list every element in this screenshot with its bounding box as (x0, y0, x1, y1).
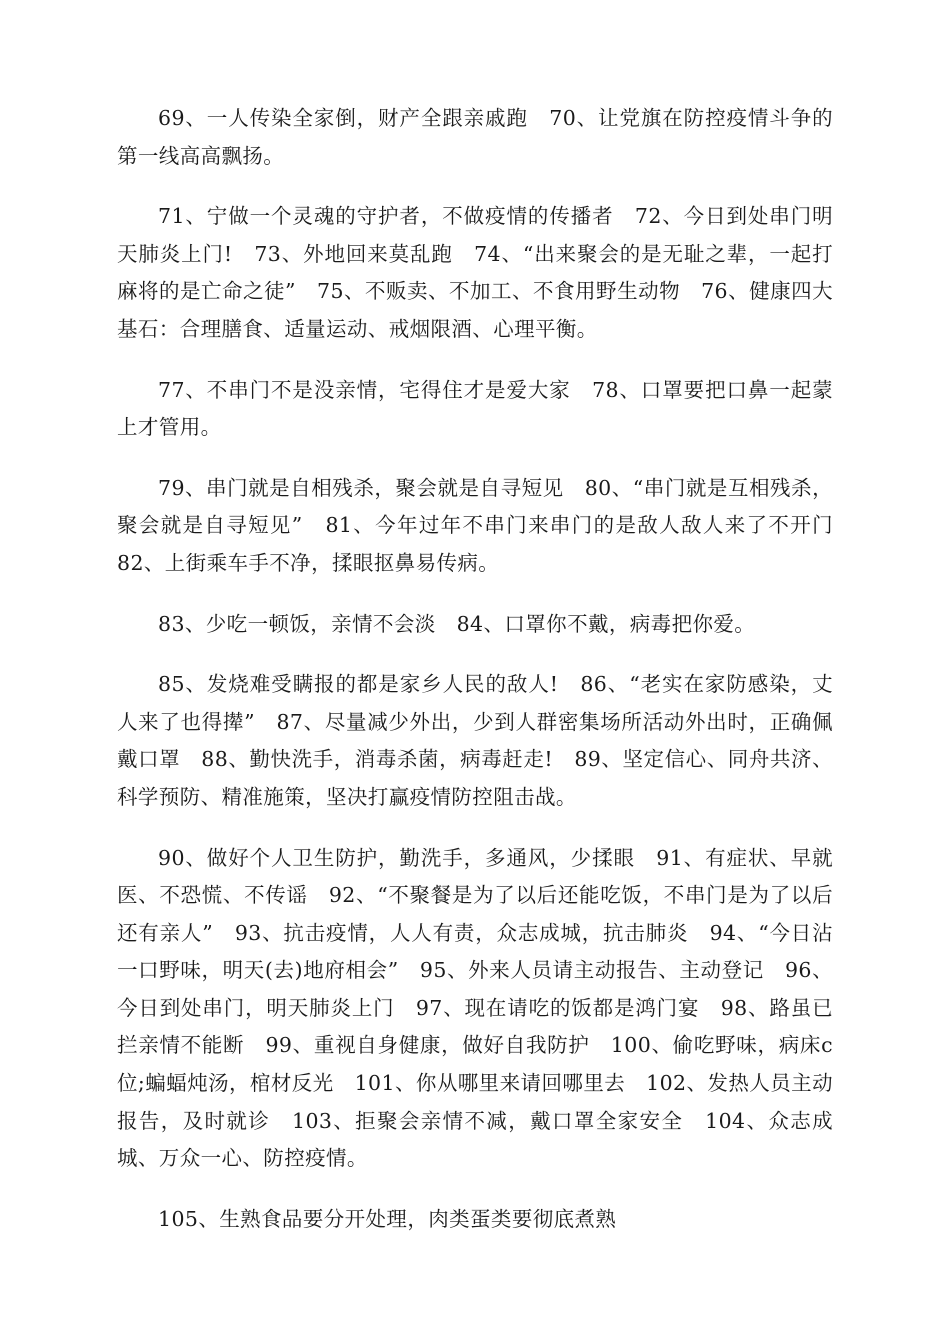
paragraph: 85、发烧难受瞒报的都是家乡人民的敌人! 86、“老实在家防感染，丈人来了也得撵” 87、尽量减少外出，少到人群密集场所活动外出时，正确佩戴口罩 88、勤快洗手，消毒杀菌，病毒赶走! 89、坚定信心、同舟共济、科学预防、精准施策，坚决打赢疫情防控阻击战。 (117, 672, 833, 809)
paragraph: 79、串门就是自相残杀，聚会就是自寻短见 80、“串门就是互相残杀，聚会就是自寻短见” 81、今年过年不串门来串门的是敌人敌人来了不开门 82、上街乘车手不净，揉眼抠鼻易传病。 (117, 475, 854, 575)
paragraph: 83、少吃一顿饭，亲情不会淡 84、口罩你不戴，病毒把你爱。 (158, 611, 756, 636)
paragraph: 69、一人传染全家倒，财产全跟亲戚跑 70、让党旗在防控疫情斗争的第一线高高飘扬。 (117, 106, 833, 168)
paragraph: 105、生熟食品要分开处理，肉类蛋类要彻底煮熟 (158, 1206, 617, 1231)
paragraph: 71、宁做一个灵魂的守护者，不做疫情的传播者 72、今日到处串门明天肺炎上门! 73、外地回来莫乱跑 74、“出来聚会的是无耻之辈，一起打麻将的是亡命之徒” 75、不贩卖、不加工、不食用野生动物 76、健康四大基石：合理膳食、适量运动、戒烟限酒、心理平衡。 (117, 204, 833, 341)
document-body (117, 100, 854, 1261)
paragraph: 90、做好个人卫生防护，勤洗手，多通风，少揉眼 91、有症状、早就医、不恐慌、不传谣 92、“不聚餐是为了以后还能吃饭，不串门是为了以后还有亲人” 93、抗击疫情，人人有责，众志成城，抗击肺炎 94、“今日沾一口野味，明天(去)地府相会” 95、外来人员请主动报告、主动登记 96、今日到处串门，明天肺炎上门 97、现在请吃的饭都是鸿门宴 98、路虽已拦亲情不能断 99、重视自身健康，做好自我防护 100、偷吃野味，病床c位;蝙蝠炖汤，棺材反光 101、你从哪里来请回哪里去 102、发热人员主动报告，及时就诊 103、拒聚会亲情不减，戴口罩全家安全 104、众志成城、万众一心、防控疫情。 (117, 845, 833, 1171)
paragraph: 77、不串门不是没亲情，宅得住才是爱大家 78、口罩要把口鼻一起蒙上才管用。 (117, 377, 833, 440)
